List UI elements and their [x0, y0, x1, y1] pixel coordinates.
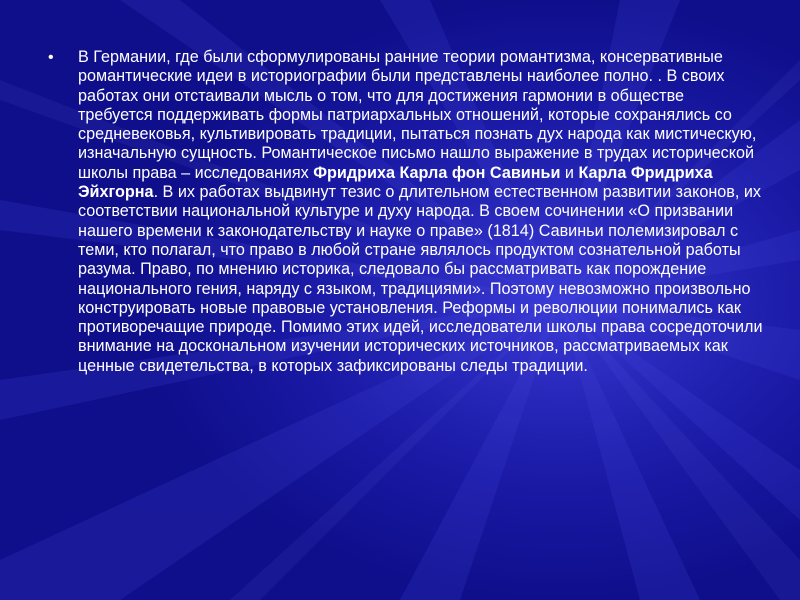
- paragraph-text: . В их работах выдвинут тезис о длительном естественном развитии законов, их соответствии национальной культуре и духу народа. В своем сочинении «О призвании нашего времени к законодательству и науке о праве» (1814) Савиньи полемизировал с теми, кто полагал, что право в любой стране являлось продуктом сознательной работы разума. Право, по мнению историка, следовало бы рассматривать как порождение национального гения, наряду с языком, традициями». Поэтому невозможно произвольно конструировать новые правовые установления. Реформы и революции понимались как противоречащие природе. Помимо этих идей, исследователи школы права сосредоточили внимание на доскональном изучении исторических источников, рассматриваемых как ценные свидетельства, в которых зафиксированы следы традиции.: [78, 183, 763, 375]
- bold-name-eichhorn: Карла Фридриха Эйхгорна: [78, 163, 713, 202]
- bullet-icon: •: [48, 49, 54, 66]
- bullet-item: [48, 48, 763, 376]
- slide-content: [48, 48, 763, 376]
- bold-name-savigny: Фридриха Карла фон Савиньи: [313, 163, 561, 182]
- paragraph-text: В Германии, где были сформулированы ранние теории романтизма, консервативные романтические идеи в историографии были представлены наиболее полно. . В своих работах они отстаивали мысль о том, что для достижения гармонии в обществе требуется поддерживать формы патриархальных отношений, которые сохранялись со средневековья, культивировать традиции, пытаться познать дух народа как мистическую, изначальную сущность. Романтическое письмо нашло выражение в трудах исторической школы права – исследованиях: [78, 48, 757, 182]
- bullet-paragraph: [78, 48, 763, 376]
- paragraph-text: и: [560, 163, 579, 182]
